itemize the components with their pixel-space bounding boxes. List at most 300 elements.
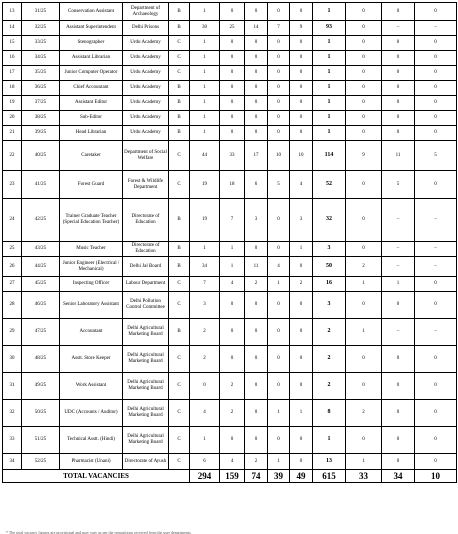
total-vacancy-cell: 2 (313, 373, 346, 400)
serial-number-cell: 26 (3, 257, 22, 277)
group-cell: C (169, 292, 190, 319)
group-cell: B (169, 199, 190, 242)
serial-number-cell: 23 (3, 171, 22, 199)
category-vacancy-cell: 3 (190, 292, 220, 319)
advt-number-cell: 47/25 (22, 319, 60, 346)
total-vacancy-cell: 1 (313, 3, 346, 21)
reserved-cell: 0 (415, 454, 457, 470)
category-vacancy-cell: 0 (245, 126, 268, 141)
group-cell: B (169, 111, 190, 126)
category-vacancy-cell: 2 (290, 277, 313, 292)
category-vacancy-cell: 14 (245, 21, 268, 36)
advt-number-cell: 45/25 (22, 277, 60, 292)
reserved-cell: – (382, 21, 415, 36)
category-vacancy-cell: 0 (290, 257, 313, 277)
reserved-cell: 0 (346, 66, 382, 81)
post-name-cell: Forest Guard (60, 171, 123, 199)
serial-number-cell: 33 (3, 427, 22, 454)
reserved-cell: 1 (346, 454, 382, 470)
footnote: * The total vacancy figures are provisional and may vary as per the requisitions received from the user departments. (6, 530, 192, 534)
table-row (3, 199, 457, 242)
reserved-cell: 0 (382, 111, 415, 126)
category-vacancy-cell: 0 (268, 111, 290, 126)
category-vacancy-cell: 0 (290, 3, 313, 21)
vacancy-table-body (3, 3, 457, 483)
category-vacancy-cell: 0 (290, 81, 313, 96)
category-vacancy-cell: 0 (268, 36, 290, 51)
serial-number-cell: 19 (3, 96, 22, 111)
category-vacancy-cell: 19 (190, 199, 220, 242)
table-row (3, 427, 457, 454)
category-vacancy-cell: 1 (190, 96, 220, 111)
group-cell: B (169, 319, 190, 346)
category-vacancy-cell: 1 (220, 257, 245, 277)
category-vacancy-cell: 0 (268, 126, 290, 141)
serial-number-cell: 20 (3, 111, 22, 126)
category-vacancy-cell: 10 (268, 141, 290, 171)
reserved-cell: – (382, 242, 415, 257)
category-vacancy-cell: 0 (245, 373, 268, 400)
category-vacancy-cell: 33 (220, 141, 245, 171)
reserved-cell: – (415, 257, 457, 277)
category-vacancy-cell: 9 (290, 21, 313, 36)
reserved-cell: 0 (382, 3, 415, 21)
category-vacancy-cell: 4 (290, 171, 313, 199)
category-vacancy-cell: 34 (190, 257, 220, 277)
post-name-cell: Conservation Assistant (60, 3, 123, 21)
department-cell: Delhi Agricultural Marketing Board (123, 346, 169, 373)
category-vacancy-cell: 0 (245, 319, 268, 346)
reserved-cell: 0 (415, 427, 457, 454)
category-vacancy-cell: 0 (245, 292, 268, 319)
advt-number-cell: 37/25 (22, 96, 60, 111)
category-vacancy-cell: 1 (190, 242, 220, 257)
table-row (3, 346, 457, 373)
category-vacancy-cell: 0 (220, 36, 245, 51)
reserved-cell: 0 (346, 292, 382, 319)
department-cell: Urdu Academy (123, 36, 169, 51)
advt-number-cell: 52/25 (22, 454, 60, 470)
serial-number-cell: 34 (3, 454, 22, 470)
category-vacancy-cell: 0 (290, 346, 313, 373)
reserved-cell: 0 (382, 292, 415, 319)
category-vacancy-cell: 1 (220, 242, 245, 257)
category-vacancy-cell: 0 (268, 373, 290, 400)
category-vacancy-cell: 11 (245, 257, 268, 277)
total-vacancy-cell: 2 (313, 346, 346, 373)
total-vacancy-cell: 52 (313, 171, 346, 199)
reserved-cell: 0 (382, 81, 415, 96)
serial-number-cell: 13 (3, 3, 22, 21)
total-vacancy-cell: 50 (313, 257, 346, 277)
category-vacancy-cell: 1 (190, 81, 220, 96)
reserved-cell: – (415, 242, 457, 257)
category-vacancy-cell: 1 (190, 51, 220, 66)
serial-number-cell: 17 (3, 66, 22, 81)
post-name-cell: Sub-Editor (60, 111, 123, 126)
category-vacancy-cell: 0 (220, 427, 245, 454)
post-name-cell: Caretaker (60, 141, 123, 171)
serial-number-cell: 28 (3, 292, 22, 319)
table-row (3, 111, 457, 126)
table-row (3, 257, 457, 277)
serial-number-cell: 32 (3, 400, 22, 427)
category-vacancy-cell: 0 (245, 51, 268, 66)
category-vacancy-cell: 0 (290, 36, 313, 51)
group-cell: B (169, 81, 190, 96)
category-vacancy-cell: 0 (245, 81, 268, 96)
category-vacancy-cell: 0 (245, 96, 268, 111)
reserved-cell: – (382, 319, 415, 346)
category-vacancy-cell: 5 (268, 171, 290, 199)
advt-number-cell: 34/25 (22, 51, 60, 66)
reserved-cell: 0 (415, 111, 457, 126)
reserved-cell: 5 (415, 141, 457, 171)
table-row (3, 400, 457, 427)
category-vacancy-cell: 25 (220, 21, 245, 36)
reserved-cell: 0 (382, 346, 415, 373)
category-vacancy-cell: 7 (268, 21, 290, 36)
reserved-cell: – (415, 21, 457, 36)
category-vacancy-cell: 10 (290, 141, 313, 171)
serial-number-cell: 21 (3, 126, 22, 141)
category-vacancy-cell: 7 (190, 277, 220, 292)
reserved-cell: 0 (415, 51, 457, 66)
total-vacancy-cell: 3 (313, 292, 346, 319)
department-cell: Labour Department (123, 277, 169, 292)
category-vacancy-cell: 0 (268, 199, 290, 242)
table-row (3, 96, 457, 111)
category-vacancy-cell: 2 (220, 373, 245, 400)
total-value-cell: 49 (290, 470, 313, 483)
table-row (3, 373, 457, 400)
reserved-cell: – (415, 199, 457, 242)
table-row (3, 141, 457, 171)
table-row (3, 319, 457, 346)
table-row (3, 66, 457, 81)
group-cell: C (169, 141, 190, 171)
category-vacancy-cell: 4 (220, 277, 245, 292)
category-vacancy-cell: 1 (190, 36, 220, 51)
category-vacancy-cell: 1 (190, 111, 220, 126)
advt-number-cell: 48/25 (22, 346, 60, 373)
group-cell: C (169, 36, 190, 51)
department-cell: Urdu Academy (123, 126, 169, 141)
group-cell: C (169, 171, 190, 199)
reserved-cell: 0 (415, 373, 457, 400)
reserved-cell: 0 (382, 51, 415, 66)
category-vacancy-cell: 4 (220, 454, 245, 470)
reserved-cell: 0 (382, 454, 415, 470)
total-vacancy-cell: 32 (313, 199, 346, 242)
category-vacancy-cell: 1 (190, 66, 220, 81)
serial-number-cell: 31 (3, 373, 22, 400)
reserved-cell: 0 (415, 81, 457, 96)
category-vacancy-cell: 0 (268, 66, 290, 81)
advt-number-cell: 33/25 (22, 36, 60, 51)
category-vacancy-cell: 7 (220, 199, 245, 242)
reserved-cell: 0 (415, 3, 457, 21)
department-cell: Urdu Academy (123, 96, 169, 111)
category-vacancy-cell: 0 (268, 346, 290, 373)
department-cell: Delhi Agricultural Marketing Board (123, 400, 169, 427)
reserved-cell: 0 (346, 21, 382, 36)
category-vacancy-cell: 0 (290, 111, 313, 126)
category-vacancy-cell: 0 (220, 66, 245, 81)
category-vacancy-cell: 0 (245, 427, 268, 454)
reserved-cell: 0 (415, 346, 457, 373)
department-cell: Urdu Academy (123, 51, 169, 66)
category-vacancy-cell: 30 (190, 21, 220, 36)
reserved-cell: 0 (346, 126, 382, 141)
category-vacancy-cell: 1 (190, 427, 220, 454)
advt-number-cell: 49/25 (22, 373, 60, 400)
table-row (3, 126, 457, 141)
reserved-cell: 0 (382, 400, 415, 427)
total-value-cell: 34 (382, 470, 415, 483)
category-vacancy-cell: 0 (268, 319, 290, 346)
reserved-cell: 0 (415, 36, 457, 51)
table-row (3, 242, 457, 257)
reserved-cell: 0 (382, 126, 415, 141)
reserved-cell: 0 (346, 199, 382, 242)
category-vacancy-cell: 3 (290, 199, 313, 242)
reserved-cell: 0 (415, 277, 457, 292)
category-vacancy-cell: 0 (290, 427, 313, 454)
post-name-cell: Asstt. Store Keeper (60, 346, 123, 373)
advt-number-cell: 43/25 (22, 242, 60, 257)
reserved-cell: 0 (382, 427, 415, 454)
post-name-cell: Assistant Editor (60, 96, 123, 111)
department-cell: Delhi Agricultural Marketing Board (123, 373, 169, 400)
department-cell: Forest & Wildlife Department (123, 171, 169, 199)
advt-number-cell: 38/25 (22, 111, 60, 126)
group-cell: B (169, 126, 190, 141)
category-vacancy-cell: 1 (268, 454, 290, 470)
post-name-cell: Work Assistant (60, 373, 123, 400)
category-vacancy-cell: 0 (220, 3, 245, 21)
post-name-cell: Assistant Superintendent (60, 21, 123, 36)
total-value-cell: 615 (313, 470, 346, 483)
post-name-cell: Accountant (60, 319, 123, 346)
group-cell: C (169, 51, 190, 66)
total-vacancy-cell: 93 (313, 21, 346, 36)
total-value-cell: 10 (415, 470, 457, 483)
advt-number-cell: 32/25 (22, 21, 60, 36)
group-cell: C (169, 454, 190, 470)
serial-number-cell: 16 (3, 51, 22, 66)
total-vacancies-label: TOTAL VACANCIES (3, 470, 190, 483)
group-cell: C (169, 277, 190, 292)
reserved-cell: 0 (346, 51, 382, 66)
group-cell: B (169, 96, 190, 111)
group-cell: C (169, 66, 190, 81)
post-name-cell: Chief Accountant (60, 81, 123, 96)
category-vacancy-cell: 0 (268, 427, 290, 454)
total-vacancy-cell: 1 (313, 81, 346, 96)
table-row (3, 36, 457, 51)
department-cell: Department of Social Welfare (123, 141, 169, 171)
category-vacancy-cell: 0 (290, 292, 313, 319)
total-vacancy-cell: 1 (313, 66, 346, 81)
post-name-cell: Senior Laboratory Assistant (60, 292, 123, 319)
category-vacancy-cell: 0 (268, 81, 290, 96)
category-vacancy-cell: 0 (245, 66, 268, 81)
serial-number-cell: 25 (3, 242, 22, 257)
advt-number-cell: 42/25 (22, 199, 60, 242)
category-vacancy-cell: 0 (290, 319, 313, 346)
serial-number-cell: 30 (3, 346, 22, 373)
reserved-cell: 0 (382, 373, 415, 400)
table-row (3, 81, 457, 96)
reserved-cell: – (382, 199, 415, 242)
department-cell: Department of Archaeology (123, 3, 169, 21)
category-vacancy-cell: 0 (268, 96, 290, 111)
category-vacancy-cell: 0 (190, 373, 220, 400)
total-value-cell: 74 (245, 470, 268, 483)
serial-number-cell: 27 (3, 277, 22, 292)
total-vacancy-cell: 1 (313, 36, 346, 51)
group-cell: C (169, 346, 190, 373)
category-vacancy-cell: 6 (190, 454, 220, 470)
reserved-cell: 0 (346, 171, 382, 199)
reserved-cell: 0 (415, 96, 457, 111)
department-cell: Urdu Academy (123, 81, 169, 96)
category-vacancy-cell: 2 (245, 454, 268, 470)
reserved-cell: 0 (346, 96, 382, 111)
post-name-cell: Junior Computer Operator (60, 66, 123, 81)
total-vacancy-cell: 1 (313, 427, 346, 454)
category-vacancy-cell: 1 (268, 400, 290, 427)
category-vacancy-cell: 0 (290, 126, 313, 141)
total-vacancy-cell: 2 (313, 319, 346, 346)
post-name-cell: Assistant Librarian (60, 51, 123, 66)
group-cell: C (169, 427, 190, 454)
category-vacancy-cell: 0 (220, 51, 245, 66)
department-cell: Delhi Pollution Control Committee (123, 292, 169, 319)
reserved-cell: 1 (346, 277, 382, 292)
reserved-cell: 0 (415, 400, 457, 427)
group-cell: B (169, 257, 190, 277)
total-vacancy-cell: 1 (313, 51, 346, 66)
post-name-cell: Head Librarian (60, 126, 123, 141)
category-vacancy-cell: 0 (245, 111, 268, 126)
total-vacancy-cell: 13 (313, 454, 346, 470)
table-row (3, 454, 457, 470)
table-row (3, 3, 457, 21)
category-vacancy-cell: 0 (268, 3, 290, 21)
advt-number-cell: 36/25 (22, 81, 60, 96)
reserved-cell: 1 (346, 319, 382, 346)
category-vacancy-cell: 4 (190, 400, 220, 427)
category-vacancy-cell: 0 (245, 36, 268, 51)
reserved-cell: 0 (415, 126, 457, 141)
group-cell: C (169, 400, 190, 427)
total-vacancy-cell: 16 (313, 277, 346, 292)
serial-number-cell: 14 (3, 21, 22, 36)
department-cell: Delhi Prisons (123, 21, 169, 36)
total-value-cell: 159 (220, 470, 245, 483)
reserved-cell: 0 (346, 3, 382, 21)
post-name-cell: Stenographer (60, 36, 123, 51)
post-name-cell: Music Teacher (60, 242, 123, 257)
reserved-cell: 0 (415, 66, 457, 81)
reserved-cell: 0 (346, 36, 382, 51)
reserved-cell: 0 (415, 292, 457, 319)
advt-number-cell: 31/25 (22, 3, 60, 21)
category-vacancy-cell: 1 (190, 3, 220, 21)
department-cell: Urdu Academy (123, 66, 169, 81)
total-vacancy-cell: 114 (313, 141, 346, 171)
reserved-cell: 0 (346, 373, 382, 400)
category-vacancy-cell: 0 (220, 81, 245, 96)
total-vacancy-cell: 1 (313, 96, 346, 111)
category-vacancy-cell: 0 (220, 346, 245, 373)
reserved-cell: 2 (346, 257, 382, 277)
table-row (3, 21, 457, 36)
reserved-cell: 11 (382, 141, 415, 171)
table-row (3, 51, 457, 66)
category-vacancy-cell: 2 (220, 400, 245, 427)
advt-number-cell: 51/25 (22, 427, 60, 454)
post-name-cell: Pharmacist (Unani) (60, 454, 123, 470)
category-vacancy-cell: 2 (190, 346, 220, 373)
category-vacancy-cell: 6 (245, 171, 268, 199)
department-cell: Delhi Agricultural Marketing Board (123, 319, 169, 346)
category-vacancy-cell: 18 (220, 171, 245, 199)
category-vacancy-cell: 0 (220, 126, 245, 141)
category-vacancy-cell: 0 (268, 51, 290, 66)
reserved-cell: – (382, 257, 415, 277)
category-vacancy-cell: 0 (290, 96, 313, 111)
reserved-cell: 9 (346, 141, 382, 171)
category-vacancy-cell: 2 (245, 277, 268, 292)
total-value-cell: 294 (190, 470, 220, 483)
category-vacancy-cell: 0 (220, 111, 245, 126)
category-vacancy-cell: 1 (268, 277, 290, 292)
category-vacancy-cell: 17 (245, 141, 268, 171)
serial-number-cell: 22 (3, 141, 22, 171)
category-vacancy-cell: 44 (190, 141, 220, 171)
total-vacancy-cell: 3 (313, 242, 346, 257)
group-cell: B (169, 242, 190, 257)
category-vacancy-cell: 0 (245, 3, 268, 21)
vacancy-table (2, 2, 457, 483)
total-vacancy-cell: 8 (313, 400, 346, 427)
advt-number-cell: 35/25 (22, 66, 60, 81)
advt-number-cell: 44/25 (22, 257, 60, 277)
category-vacancy-cell: 0 (268, 292, 290, 319)
category-vacancy-cell: 4 (268, 257, 290, 277)
category-vacancy-cell: 0 (245, 400, 268, 427)
reserved-cell: 2 (346, 400, 382, 427)
serial-number-cell: 29 (3, 319, 22, 346)
advt-number-cell: 46/25 (22, 292, 60, 319)
category-vacancy-cell: 0 (290, 454, 313, 470)
serial-number-cell: 24 (3, 199, 22, 242)
table-row (3, 292, 457, 319)
category-vacancy-cell: 0 (290, 373, 313, 400)
category-vacancy-cell: 1 (290, 400, 313, 427)
total-vacancy-cell: 1 (313, 111, 346, 126)
serial-number-cell: 18 (3, 81, 22, 96)
group-cell: C (169, 373, 190, 400)
reserved-cell: 0 (346, 242, 382, 257)
reserved-cell: 0 (346, 81, 382, 96)
reserved-cell: 5 (382, 171, 415, 199)
reserved-cell: 0 (382, 66, 415, 81)
category-vacancy-cell: 0 (220, 292, 245, 319)
